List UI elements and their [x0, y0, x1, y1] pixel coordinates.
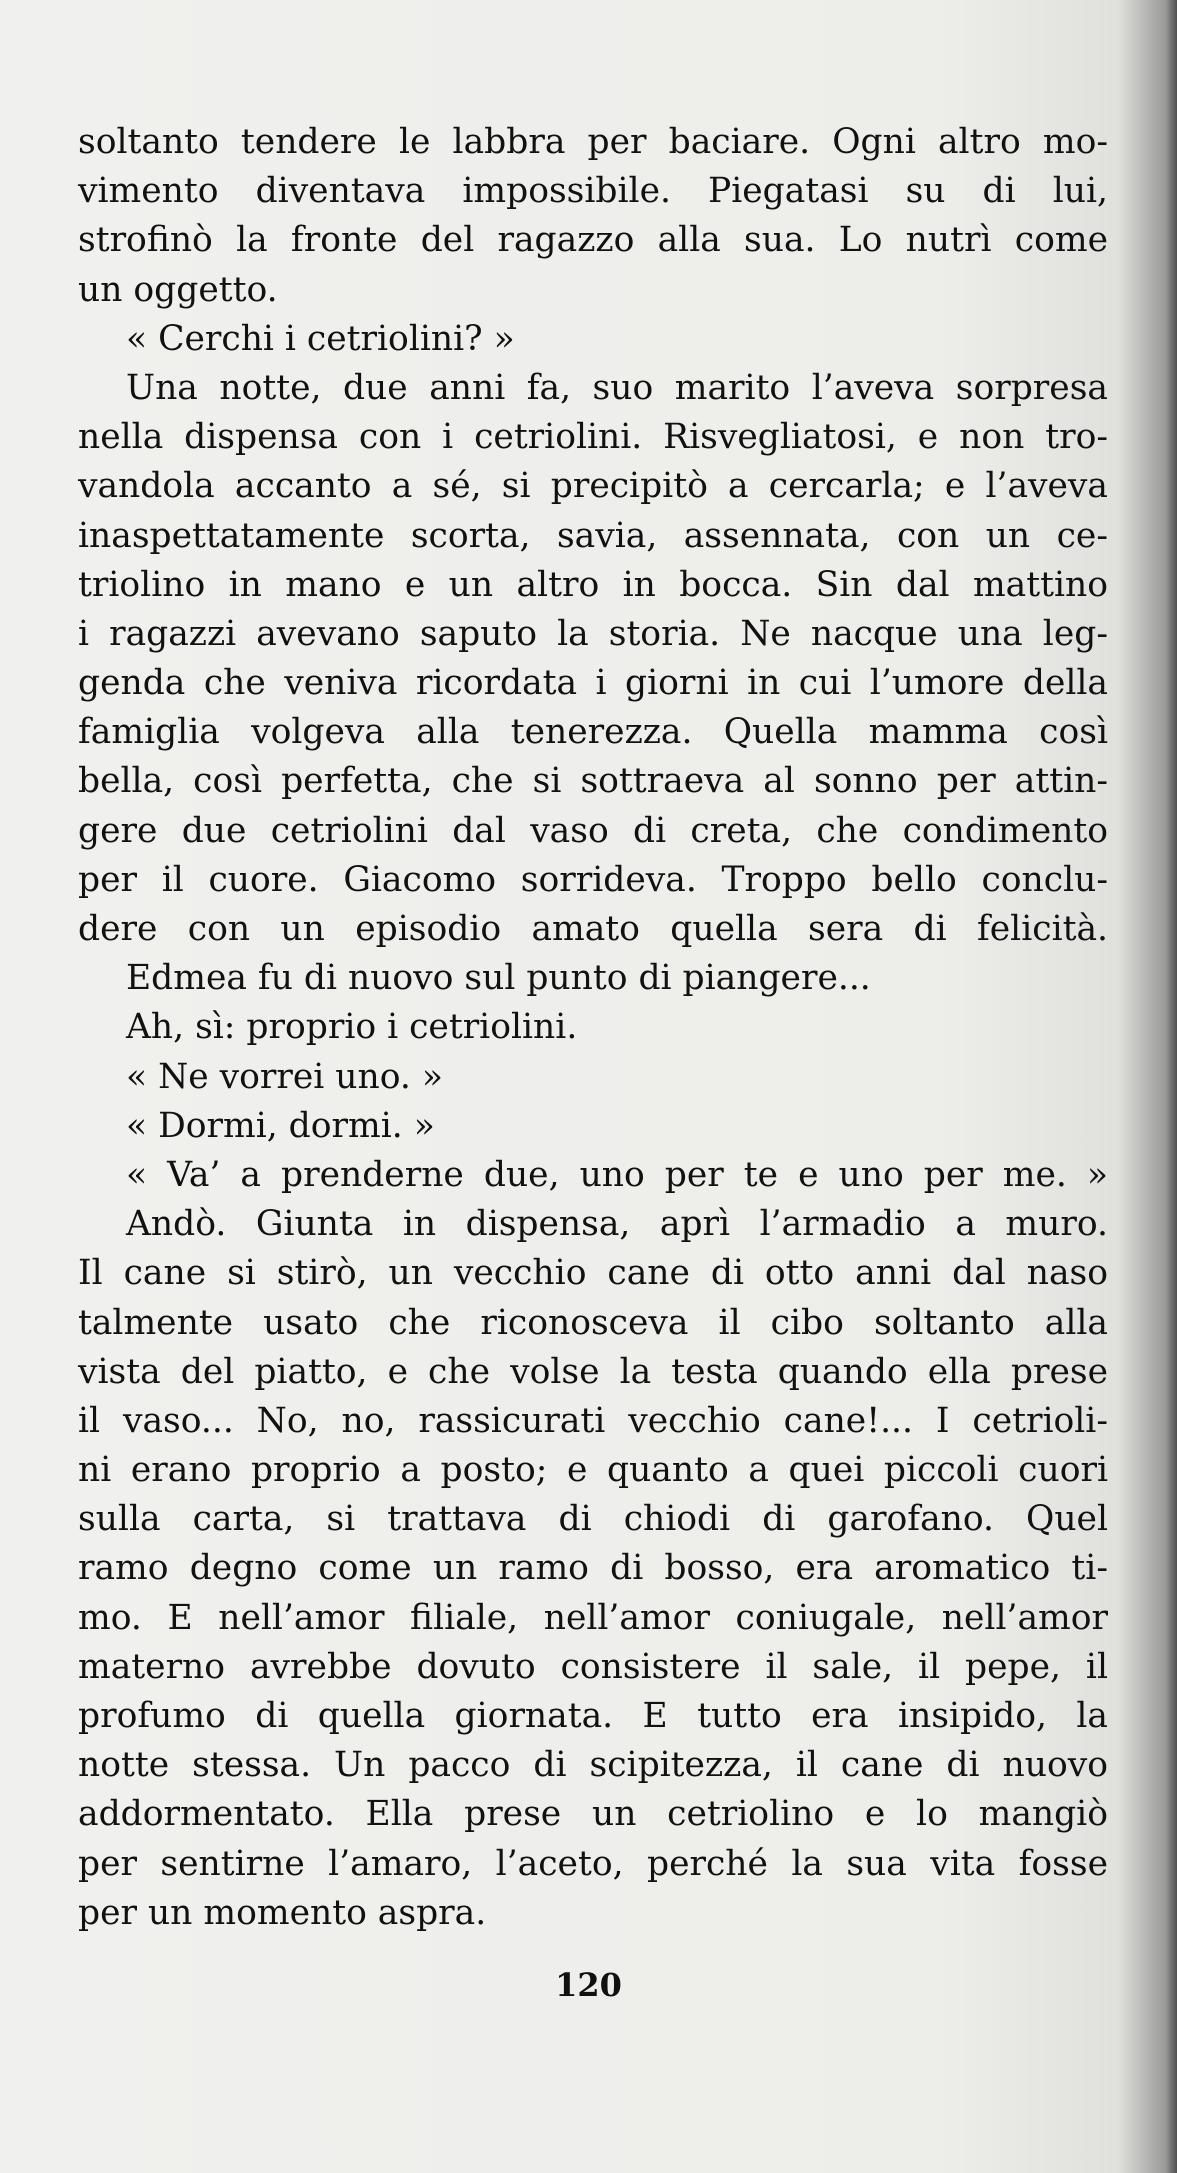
text-line: famiglia volgeva alla tenerezza. Quella mamma così [78, 712, 1108, 753]
text-line: soltanto tendere le labbra per baciare. Ogni altro mo- [78, 122, 1108, 162]
text-line: profumo di quella giornata. E tutto era insipido, la [78, 1696, 1108, 1736]
page-number: 120 [555, 1966, 622, 2004]
text-line: nella dispensa con i cetriolini. Risvegliatosi, e non tro- [78, 417, 1108, 458]
text-line: « Va’ a prenderne due, uno per te e uno per me. » [126, 1154, 1108, 1195]
text-line: Una notte, due anni fa, suo marito l’aveva sorpresa [126, 367, 1108, 408]
text-line: genda che veniva ricordata i giorni in cui l’umore della [78, 663, 1108, 704]
text-line: dere con un episodio amato quella sera di felicità. [78, 909, 1108, 949]
text-line: bella, così perfetta, che si sottraeva al sonno per attin- [78, 761, 1108, 802]
text-line: talmente usato che riconosceva il cibo soltanto alla [78, 1302, 1108, 1343]
text-line: mo. E nell’amor filiale, nell’amor coniugale, nell’amor [78, 1597, 1108, 1638]
text-line: Ah, sì: proprio i cetriolini. [126, 1007, 578, 1048]
text-line: vista del piatto, e che volse la testa quando ella prese [78, 1351, 1108, 1392]
text-line: Edmea fu di nuovo sul punto di piangere... [126, 958, 871, 999]
text-line: Andò. Giunta in dispensa, aprì l’armadio a muro. [126, 1204, 1108, 1245]
text-line: un oggetto. [78, 269, 278, 310]
text-line: sulla carta, si trattava di chiodi di garofano. Quel [78, 1499, 1108, 1540]
text-line: ramo degno come un ramo di bosso, era aromatico ti- [78, 1548, 1108, 1589]
text-line: per sentirne l’amaro, l’aceto, perché la sua vita fosse [78, 1843, 1108, 1884]
text-line: « Ne vorrei uno. » [126, 1056, 443, 1097]
text-line: vandola accanto a sé, si precipitò a cercarla; e l’aveva [78, 466, 1108, 507]
text-line: inaspettatamente scorta, savia, assennata, con un ce- [78, 515, 1108, 556]
text-line: vimento diventava impossibile. Piegatasi su di lui, [78, 171, 1108, 212]
text-line: per il cuore. Giacomo sorrideva. Troppo bello conclu- [78, 859, 1108, 900]
text-line: notte stessa. Un pacco di scipitezza, il cane di nuovo [78, 1745, 1108, 1786]
text-line: « Dormi, dormi. » [126, 1105, 435, 1146]
text-line: Il cane si stirò, un vecchio cane di otto anni dal naso [78, 1253, 1108, 1294]
text-line: per un momento aspra. [78, 1892, 487, 1933]
text-line: materno avrebbe dovuto consistere il sale, il pepe, il [78, 1646, 1108, 1687]
text-line: triolino in mano e un altro in bocca. Sin dal mattino [78, 564, 1108, 605]
text-line: ni erano proprio a posto; e quanto a quei piccoli cuori [78, 1450, 1108, 1491]
body-text [78, 118, 1108, 1938]
text-line: gere due cetriolini dal vaso di creta, che condimento [78, 810, 1108, 851]
text-line: il vaso... No, no, rassicurati vecchio cane!... I cetrioli- [78, 1400, 1108, 1441]
text-line: addormentato. Ella prese un cetriolino e lo mangiò [78, 1794, 1108, 1835]
text-line: strofinò la fronte del ragazzo alla sua. Lo nutrì come [78, 220, 1108, 261]
text-line: « Cerchi i cetriolini? » [126, 318, 515, 359]
text-line: i ragazzi avevano saputo la storia. Ne nacque una leg- [78, 613, 1108, 654]
